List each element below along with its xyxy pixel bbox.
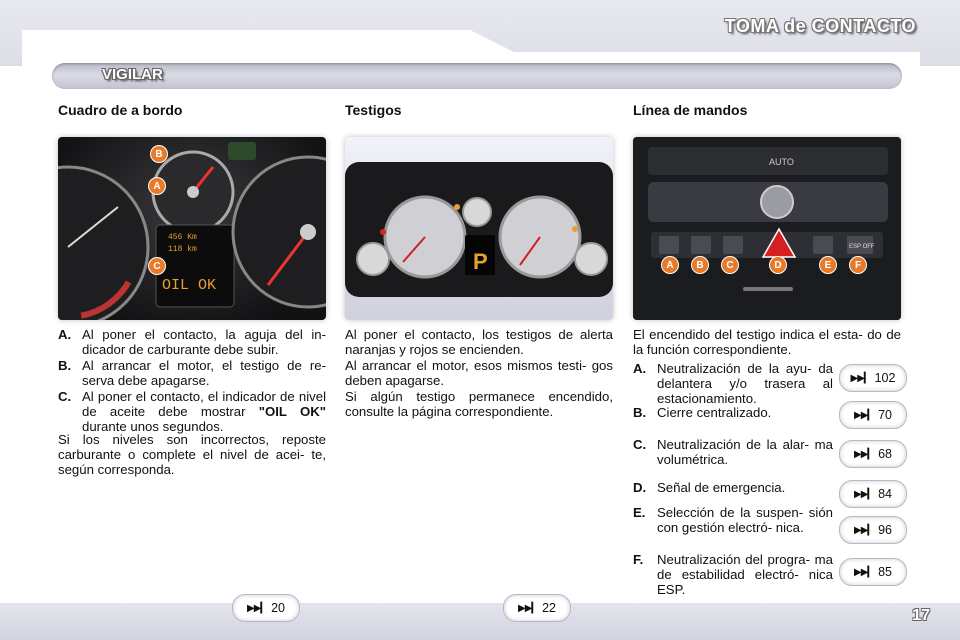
col1-item-a xyxy=(58,327,326,357)
item-text: Neutralización del progra- ma de estabilidad electró- nica ESP. xyxy=(657,552,833,597)
col3-title: Línea de mandos xyxy=(633,102,748,118)
control-strip-photo xyxy=(633,137,901,320)
item-label: E. xyxy=(633,505,646,520)
col1-item-b xyxy=(58,358,326,388)
col3-item-f xyxy=(633,552,833,597)
item-text: Selección de la suspen- sión con gestión electró- nica. xyxy=(657,505,833,535)
badge-a: A xyxy=(148,177,166,195)
item-text: Neutralización de la ayu- da delantera y/o trasera al estacionamiento. xyxy=(657,361,833,406)
fast-forward-icon: ▶▶▎ xyxy=(854,488,875,500)
control-strip-illustration xyxy=(633,137,901,320)
fast-forward-icon: ▶▶▎ xyxy=(854,409,875,421)
col3-item-e xyxy=(633,505,833,535)
item-label: B. xyxy=(633,405,647,420)
badge-a: A xyxy=(661,256,679,274)
item-text: Al poner el contacto, el indicador de nivel de aceite debe mostrar "OIL OK" durante unos segundos. xyxy=(82,389,326,434)
item-label: B. xyxy=(58,358,72,373)
display-oil: OIL OK xyxy=(162,277,217,294)
badge-e: E xyxy=(819,256,837,274)
page-ref-a[interactable]: ▶▶▎ 102 xyxy=(839,364,907,392)
fast-forward-icon: ▶▶▎ xyxy=(247,602,268,614)
item-text: Cierre centralizado. xyxy=(657,405,772,420)
col3-item-d xyxy=(633,480,833,495)
col2-title: Testigos xyxy=(345,102,402,118)
page-ref-c[interactable]: ▶▶▎ 68 xyxy=(839,440,907,468)
fast-forward-icon: ▶▶▎ xyxy=(850,372,871,384)
col1-title: Cuadro de a bordo xyxy=(58,102,183,118)
display-km2: 118 km xyxy=(168,245,197,254)
bottom-bar xyxy=(0,603,960,640)
page-ref-left[interactable]: ▶▶▎ 20 xyxy=(232,594,300,622)
page-number: 17 xyxy=(912,607,930,624)
col2-paragraph-1: Al poner el contacto, los testigos de alerta naranjas y rojos se encienden. xyxy=(345,327,613,357)
page-title: TOMA de CONTACTO xyxy=(724,16,916,36)
col3-item-a xyxy=(633,361,833,406)
section-bar xyxy=(52,63,902,89)
fast-forward-icon: ▶▶▎ xyxy=(854,448,875,460)
page-ref-d[interactable]: ▶▶▎ 84 xyxy=(839,480,907,508)
page-ref-b[interactable]: ▶▶▎ 70 xyxy=(839,401,907,429)
dashboard-photo xyxy=(58,137,326,320)
item-text: Al arrancar el motor, el testigo de re- serva debe apagarse. xyxy=(82,358,326,388)
display-km1: 456 Km xyxy=(168,233,197,242)
instrument-cluster-illustration xyxy=(345,137,613,320)
item-text: Señal de emergencia. xyxy=(657,480,786,495)
badge-c: C xyxy=(148,257,166,275)
item-text: Al poner el contacto, la aguja del in- dicador de carburante debe subir. xyxy=(82,327,326,357)
item-label: D. xyxy=(633,480,647,495)
item-label: C. xyxy=(633,437,647,452)
warning-lights-photo xyxy=(345,137,613,320)
badge-b: B xyxy=(691,256,709,274)
badge-b: B xyxy=(150,145,168,163)
gear-display: P xyxy=(473,249,488,274)
page-ref-f[interactable]: ▶▶▎ 85 xyxy=(839,558,907,586)
col1-paragraph: Si los niveles son incorrectos, reposte carburante o complete el nivel de acei- te, según corresponda. xyxy=(58,432,326,477)
item-label: A. xyxy=(58,327,72,342)
badge-c: C xyxy=(721,256,739,274)
item-label: C. xyxy=(58,389,72,404)
col2-paragraph-2: Al arrancar el motor, esos mismos testi- gos deben apagarse. xyxy=(345,358,613,388)
badge-d: D xyxy=(769,256,787,274)
dashboard-illustration xyxy=(58,137,326,320)
badge-f: F xyxy=(849,256,867,274)
page-ref-e[interactable]: ▶▶▎ 96 xyxy=(839,516,907,544)
esp-label: ESP OFF xyxy=(849,244,875,250)
col3-item-b xyxy=(633,405,833,420)
col2-paragraph-3: Si algún testigo permanece encendido, consulte la página correspondiente. xyxy=(345,389,613,419)
col1-item-c xyxy=(58,389,326,434)
item-text: Neutralización de la alar- ma volumétrica. xyxy=(657,437,833,467)
page-ref-middle[interactable]: ▶▶▎ 22 xyxy=(503,594,571,622)
item-label: A. xyxy=(633,361,647,376)
col3-item-c xyxy=(633,437,833,467)
auto-label: AUTO xyxy=(769,157,794,167)
fast-forward-icon: ▶▶▎ xyxy=(854,524,875,536)
fast-forward-icon: ▶▶▎ xyxy=(518,602,539,614)
col3-intro: El encendido del testigo indica el esta- do de la función correspondiente. xyxy=(633,327,901,357)
item-label: F. xyxy=(633,552,644,567)
fast-forward-icon: ▶▶▎ xyxy=(854,566,875,578)
section-title: VIGILAR xyxy=(102,66,163,83)
